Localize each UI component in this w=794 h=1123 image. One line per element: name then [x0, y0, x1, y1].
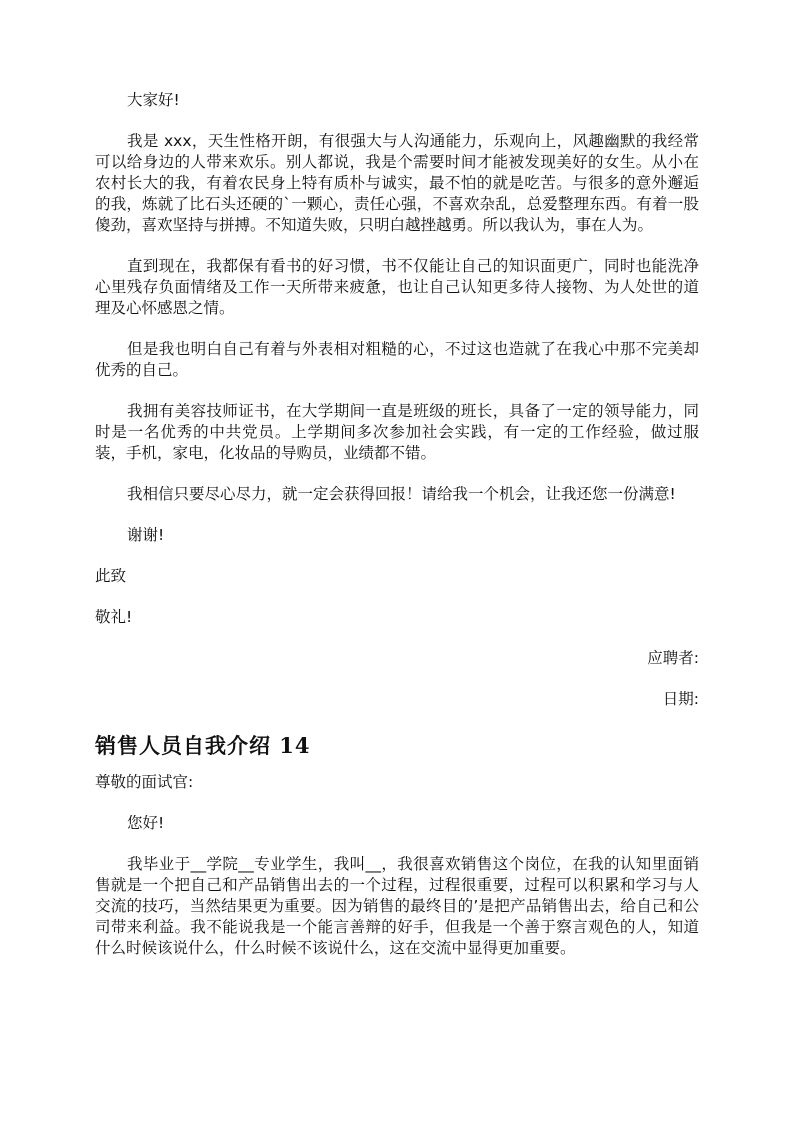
- document-page: [95, 90, 699, 959]
- salutation: 尊敬的面试官:: [95, 773, 194, 791]
- closing-line-1: 此致: [95, 567, 127, 585]
- thanks-line: 谢谢!: [127, 526, 165, 544]
- intro-paragraph-experience: 我拥有美容技师证书，在大学期间一直是班级的班长，具备了一定的领导能力，同时是一名优秀的中共党员。上学期间多次参加社会实践，有一定的工作经验，做过服装，手机，家电，化妆品的导购员，业绩都不错。: [95, 402, 699, 462]
- applicant-signature: 应聘者:: [647, 649, 699, 667]
- intro-paragraph-reading: 直到现在，我都保有看书的好习惯，书不仅能让自己的知识面更广，同时也能洗净心里残存负面情绪及工作一天所带来疲惫，也让自己认知更多待人接物、为人处世的道理及心怀感恩之情。: [95, 257, 699, 317]
- sales-paragraph: 我毕业于__学院__专业学生，我叫__，我很喜欢销售这个岗位，在我的认知里面销售就是一个把自己和产品销售出去的一个过程，过程很重要，过程可以积累和学习与人交流的技巧，当然结果更为重要。因为销售的最终目的’是把产品销售出去，给自己和公司带来利益。我不能说我是一个能言善辩的好手，但我是一个善于察言观色的人，知道什么时候该说什么，什么时候不该说什么，这在交流中显得更加重要。: [95, 855, 699, 957]
- intro-paragraph-personality: 我是 xxx，天生性格开朗，有很强大与人沟通能力，乐观向上，风趣幽默的我经常可以给身边的人带来欢乐。别人都说，我是个需要时间才能被发现美好的女生。从小在农村长大的我，有着农民身上特有质朴与诚实，最不怕的就是吃苦。与很多的意外邂逅的我，炼就了比石头还硬的`一颗心，责任心强，不喜欢杂乱，总爱整理东西。有着一股傻劲，喜欢坚持与拼搏。不知道失败，只明白越挫越勇。所以我认为，事在人为。: [95, 132, 699, 234]
- intro-paragraph-request: 我相信只要尽心尽力，就一定会获得回报！请给我一个机会，让我还您一份满意!: [127, 485, 676, 503]
- greeting: 大家好!: [127, 91, 180, 109]
- closing-line-2: 敬礼!: [95, 608, 133, 626]
- date-line: 日期:: [662, 690, 699, 708]
- intro-paragraph-self: 但是我也明白自己有着与外表相对粗糙的心，不过这也造就了在我心中那不完美却优秀的自己。: [95, 340, 699, 379]
- section-title: 销售人员自我介绍 14: [95, 733, 311, 758]
- greeting-2: 您好!: [127, 814, 165, 832]
